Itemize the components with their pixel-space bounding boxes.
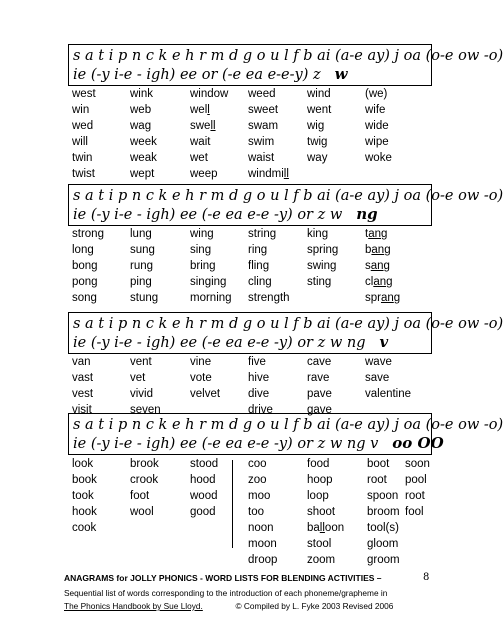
phoneme-box-ng xyxy=(68,184,503,226)
focus-sound: oo OO xyxy=(392,434,444,452)
word-cell: singing xyxy=(190,276,227,288)
footer-book: The Phonics Handbook by Sue Lloyd. xyxy=(64,601,203,611)
word-cell: seven xyxy=(130,404,161,416)
word-cell: well xyxy=(190,104,210,116)
word-cell: groom xyxy=(367,554,400,566)
phoneme-line-2: ie (-y i-e - igh) ee or (-e ea e-e-y) z w xyxy=(73,65,348,83)
word-cell: sung xyxy=(130,244,155,256)
focus-sound: w xyxy=(334,65,348,83)
word-cell: wave xyxy=(365,356,392,368)
phoneme-line-1: s a t i p n c k e h r m d g o u l f b ai (a-e ay) j oa (o-e ow -o) xyxy=(73,417,503,433)
word-cell: stool xyxy=(307,538,332,550)
word-cell: vet xyxy=(130,372,146,384)
word-cell: wing xyxy=(190,228,214,240)
word-cell: wife xyxy=(365,104,386,116)
word-cell: fling xyxy=(248,260,270,272)
word-cell: wait xyxy=(190,136,211,148)
word-cell: zoom xyxy=(307,554,336,566)
word-cell: way xyxy=(307,152,328,164)
footer-title: ANAGRAMS for JOLLY PHONICS - WORD LISTS FOR BLENDING ACTIVITIES – xyxy=(64,573,382,583)
word-cell: zoo xyxy=(248,474,267,486)
word-cell: ring xyxy=(248,244,268,256)
word-cell: morning xyxy=(190,292,232,304)
word-cell: wink xyxy=(130,88,154,100)
word-cell: swim xyxy=(248,136,275,148)
word-cell: hive xyxy=(248,372,270,384)
word-cell: moon xyxy=(248,538,277,550)
word-cell: hoop xyxy=(307,474,333,486)
word-cell: book xyxy=(72,474,97,486)
word-cell: fool xyxy=(405,506,424,518)
word-cell: hook xyxy=(72,506,97,518)
word-cell: shoot xyxy=(307,506,336,518)
word-cell: gloom xyxy=(367,538,399,550)
phoneme-box-w xyxy=(68,44,503,86)
word-cell: sting xyxy=(307,276,332,288)
word-cell: pong xyxy=(72,276,98,288)
focus-sound: v xyxy=(379,333,389,351)
word-cell: cave xyxy=(307,356,332,368)
word-cell: vent xyxy=(130,356,152,368)
word-cell: noon xyxy=(248,522,274,534)
word-cell: tool(s) xyxy=(367,522,399,534)
word-cell: too xyxy=(248,506,264,518)
word-cell: spring xyxy=(307,244,339,256)
word-cell: vote xyxy=(190,372,212,384)
word-cell: sprang xyxy=(365,292,401,304)
phoneme-line-2: ie (-y i-e - igh) ee (-e ea e-e -y) or z w ng v xyxy=(73,333,389,351)
word-cell: loop xyxy=(307,490,329,502)
word-cell: hood xyxy=(190,474,216,486)
column-divider xyxy=(232,460,233,548)
word-cell: spoon xyxy=(367,490,399,502)
word-cell: boot xyxy=(367,458,390,470)
word-cell: weak xyxy=(130,152,157,164)
word-cell: window xyxy=(190,88,229,100)
word-cell: twig xyxy=(307,136,328,148)
phoneme-line-1: s a t i p n c k e h r m d g o u l f b ai (a-e ay) j oa (o-e ow -o) xyxy=(73,188,503,204)
word-cell: wool xyxy=(130,506,154,518)
word-cell: swell xyxy=(190,120,216,132)
word-cell: rave xyxy=(307,372,330,384)
word-cell: wed xyxy=(72,120,94,132)
word-cell: twist xyxy=(72,168,95,180)
word-cell: vast xyxy=(72,372,94,384)
word-cell: valentine xyxy=(365,388,412,400)
word-cell: took xyxy=(72,490,94,502)
word-cell: wig xyxy=(307,120,325,132)
word-cell: look xyxy=(72,458,94,470)
word-cell: twin xyxy=(72,152,93,164)
word-cell: pave xyxy=(307,388,332,400)
word-cell: wide xyxy=(365,120,389,132)
word-cell: stung xyxy=(130,292,159,304)
word-cell: cling xyxy=(248,276,272,288)
word-cell: wipe xyxy=(365,136,389,148)
word-cell: woke xyxy=(365,152,392,164)
word-cell: swing xyxy=(307,260,337,272)
word-cell: van xyxy=(72,356,91,368)
word-cell: lung xyxy=(130,228,152,240)
word-cell: visit xyxy=(72,404,92,416)
word-cell: long xyxy=(72,244,94,256)
word-cell: drive xyxy=(248,404,273,416)
word-cell: win xyxy=(72,104,90,116)
word-cell: broom xyxy=(367,506,400,518)
word-cell: soon xyxy=(405,458,430,470)
word-cell: vest xyxy=(72,388,94,400)
footer-subtitle: Sequential list of words corresponding to the introduction of each phoneme/grapheme in xyxy=(64,588,388,598)
word-cell: strength xyxy=(248,292,290,304)
word-cell: food xyxy=(307,458,330,470)
word-cell: bang xyxy=(365,244,391,256)
word-cell: bong xyxy=(72,260,98,272)
word-cell: pool xyxy=(405,474,427,486)
word-cell: dive xyxy=(248,388,270,400)
word-cell: velvet xyxy=(190,388,221,400)
word-cell: went xyxy=(307,104,332,116)
word-cell: save xyxy=(365,372,390,384)
word-cell: tang xyxy=(365,228,388,240)
phoneme-line-1: s a t i p n c k e h r m d g o u l f b ai (a-e ay) j oa (o-e ow -o) xyxy=(73,48,503,64)
word-cell: five xyxy=(248,356,266,368)
word-cell: brook xyxy=(130,458,159,470)
word-cell: strong xyxy=(72,228,104,240)
word-cell: droop xyxy=(248,554,278,566)
word-cell: west xyxy=(72,88,96,100)
word-cell: will xyxy=(72,136,88,148)
word-cell: crook xyxy=(130,474,159,486)
footer-compiled: © Compiled by L. Fyke 2003 Revised 2006 xyxy=(235,601,394,611)
word-cell: wood xyxy=(190,490,218,502)
word-cell: coo xyxy=(248,458,267,470)
word-cell: gave xyxy=(307,404,332,416)
word-cell: moo xyxy=(248,490,271,502)
word-cell: good xyxy=(190,506,216,518)
word-cell: sweet xyxy=(248,104,279,116)
word-cell: balloon xyxy=(307,522,345,534)
word-cell: windmill xyxy=(248,168,289,180)
phoneme-box-oo xyxy=(68,413,503,455)
word-cell: sang xyxy=(365,260,390,272)
phoneme-line-2: ie (-y i-e - igh) ee (-e ea e-e -y) or z w ng v oo OO xyxy=(73,434,444,452)
word-cell: weep xyxy=(190,168,218,180)
phoneme-box-v xyxy=(68,312,503,354)
word-cell: vine xyxy=(190,356,212,368)
word-cell: king xyxy=(307,228,329,240)
phoneme-line-2: ie (-y i-e - igh) ee (-e ea e-e -y) or z w ng xyxy=(73,205,378,223)
word-cell: ping xyxy=(130,276,152,288)
word-cell: wag xyxy=(130,120,152,132)
word-cell: foot xyxy=(130,490,150,502)
word-cell: cook xyxy=(72,522,97,534)
word-cell: weed xyxy=(248,88,276,100)
word-cell: (we) xyxy=(365,88,388,100)
focus-sound: ng xyxy=(356,205,378,223)
word-cell: clang xyxy=(365,276,393,288)
word-cell: wet xyxy=(190,152,208,164)
word-cell: wept xyxy=(130,168,155,180)
word-cell: root xyxy=(367,474,387,486)
word-cell: root xyxy=(405,490,425,502)
page-number: 8 xyxy=(423,572,430,583)
word-cell: stood xyxy=(190,458,219,470)
phoneme-line-1: s a t i p n c k e h r m d g o u l f b ai (a-e ay) j oa (o-e ow -o) xyxy=(73,316,503,332)
word-cell: web xyxy=(130,104,152,116)
word-cell: vivid xyxy=(130,388,154,400)
word-cell: sing xyxy=(190,244,212,256)
word-cell: waist xyxy=(248,152,275,164)
word-cell: song xyxy=(72,292,97,304)
word-cell: wind xyxy=(307,88,331,100)
word-cell: bring xyxy=(190,260,216,272)
word-cell: week xyxy=(130,136,157,148)
footer-credits xyxy=(64,601,393,611)
word-cell: swam xyxy=(248,120,279,132)
word-cell: rung xyxy=(130,260,154,272)
word-cell: string xyxy=(248,228,277,240)
